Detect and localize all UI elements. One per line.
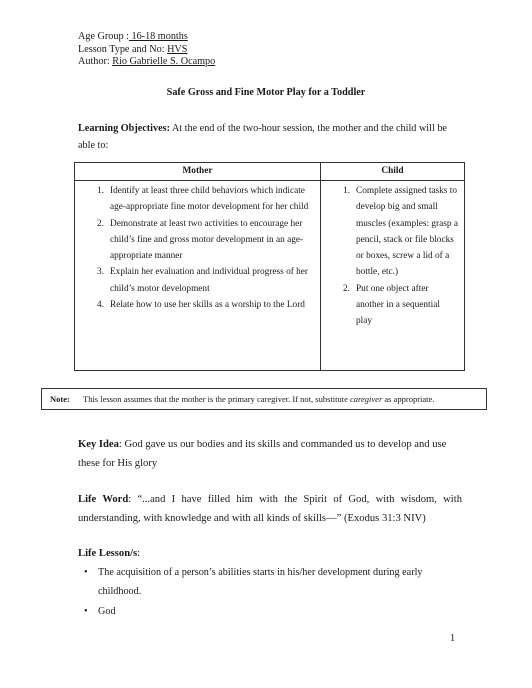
- learning-objectives: [78, 120, 462, 154]
- list-item: • God: [78, 602, 458, 621]
- age-group-line: [78, 31, 188, 44]
- note-text: This lesson assumes that the mother is the primary caregiver. If not, substitute caregiver as appropriate.: [83, 394, 435, 404]
- author-label: Author:: [78, 56, 113, 67]
- life-lesson-label: Life Lesson/s: [78, 548, 138, 559]
- life-word-text: : “...and I have filled him with the Spirit of God, with wisdom, with understanding, with knowledge and with all kinds of skills—” (Exodus 31:3 NIV): [78, 494, 462, 524]
- key-idea: [78, 435, 462, 473]
- age-group-value: 16-18 months: [128, 31, 188, 42]
- learning-objectives-text: At the end of the two-hour session, the mother and the child will be able to:: [78, 123, 447, 151]
- list-item: 2. Demonstrate at least two activities to encourage her child’s fine and gross motor development in an age-appropriate manner: [97, 218, 304, 262]
- child-column-header: Child: [321, 163, 465, 181]
- life-lesson-heading: Life Lesson/s:: [78, 548, 141, 559]
- lesson-type-label: Lesson Type and No:: [78, 43, 168, 55]
- note-label: Note:: [50, 394, 70, 404]
- author-line: [78, 56, 215, 69]
- mother-objectives-cell: [75, 181, 321, 371]
- list-item: 2. Put one object after another in a sequential play: [343, 283, 440, 327]
- list-item: 1. Complete assigned tasks to develop big and small muscles (examples: grasp a pencil, stack or file blocks or boxes, screw a lid of a bottle, etc.): [343, 186, 458, 278]
- list-item: • The acquisition of a person’s abilities starts in his/her development during early childhood.: [78, 563, 458, 601]
- list-item: 1. Identify at least three child behaviors which indicate age-appropriate fine motor development for her child: [97, 186, 309, 213]
- author-value: Rio Gabrielle S. Ocampo: [112, 56, 216, 67]
- life-word: [78, 490, 462, 528]
- life-word-label: Life Word: [78, 494, 129, 505]
- list-item: 4. Relate how to use her skills as a worship to the Lord: [97, 300, 305, 311]
- key-idea-text: : God gave us our bodies and its skills and commanded us to develop and use these for His glory: [78, 439, 447, 469]
- bullet-icon: •: [84, 606, 88, 617]
- page-number: 1: [450, 633, 456, 644]
- age-group-label: Age Group :: [78, 31, 129, 42]
- learning-objectives-label: Learning Objectives:: [78, 123, 170, 134]
- child-objectives-cell: [321, 181, 465, 371]
- objectives-table: [74, 162, 465, 371]
- list-item: 3. Explain her evaluation and individual progress of her child’s motor development: [97, 267, 309, 294]
- lesson-title: Safe Gross and Fine Motor Play for a Toddler: [166, 87, 366, 98]
- bullet-icon: •: [84, 567, 88, 578]
- mother-column-header: Mother: [75, 163, 321, 181]
- lesson-type-value: HVS: [167, 43, 188, 55]
- life-lesson-list: [78, 563, 458, 621]
- lesson-type-line: [78, 44, 187, 57]
- note-box: [41, 388, 487, 410]
- key-idea-label: Key Idea: [78, 439, 119, 450]
